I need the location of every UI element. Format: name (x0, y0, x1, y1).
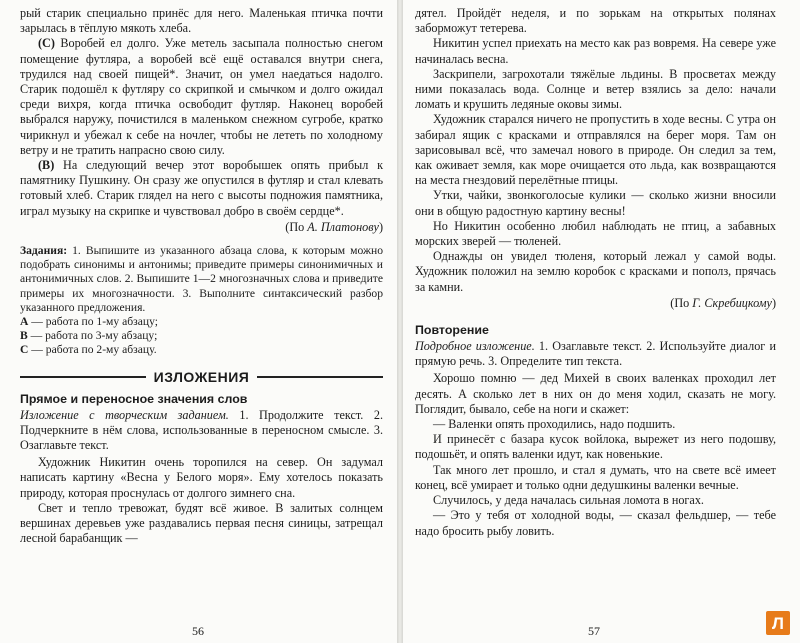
assignment-text: 1. Озаглавьте текст. 2. Используйте диалог и прямую речь. 3. Определите тип текста. (415, 339, 776, 369)
left-text (20, 6, 383, 219)
paragraph: — Это у тебя от холодной воды, — сказал фельдшер, — тебе надо бросить рыбу ловить. (415, 508, 776, 538)
paragraph: Никитин успел приехать на место как раз вовремя. На севере уже начиналась весна. (415, 36, 776, 66)
paragraph: И принесёт с базара кусок войлока, вырежет из него подошву, подошьёт, и опять валенки идут, как новенькие. (415, 432, 776, 462)
author-suffix: ) (771, 295, 776, 310)
paragraph (20, 6, 383, 36)
tasks-text: 1. Выпишите из указанного абзаца слова, к которым можно подобрать синонимы и антонимы; приведите примеры синонимичных и антонимичных слов. 2. Выпишите 1—2 многозначных слова и приведите примеры их многозначности. 3. Выполните синтаксический разбор указанного предложения. (20, 244, 383, 314)
story-text (415, 371, 776, 538)
tasks-block (20, 244, 383, 358)
author-attribution (415, 296, 776, 311)
task-key: В (20, 329, 28, 343)
paragraph: Свет и тепло тревожат, будят всё живое. В залитых солнцем вершинах деревьев уже раздавались первая песня синицы, затрещал лесной барабанщик — (20, 500, 383, 546)
assignment-type: Изложение с творческим заданием. (20, 407, 229, 422)
task-key: А (20, 315, 29, 329)
author-prefix: (По (670, 295, 693, 310)
paragraph: Случилось, у деда началась сильная ломота в ногах. (433, 493, 704, 508)
logo-letter: Л (772, 613, 784, 633)
paragraph-text: На следующий вечер этот воробышек опять прибыл к памятнику Пушкину. Он сразу же опустился в футляр и стал клевать готовый хлеб. Старик глядел на него с высоты подножия памятника, играл музыку на скрипке и чувствовал добро в своём сердце*. (20, 158, 383, 218)
story-text (20, 455, 383, 546)
author-name: Г. Скребицкому (692, 295, 772, 310)
paragraph: — Валенки опять проходились, надо подшить. (433, 417, 676, 432)
paragraph: Утки, чайки, звонкоголосые кулики — сколько жизни вносили они в общую радостную картину весны! (415, 188, 776, 218)
assignment-text: 1. Продолжите текст. 2. Подчеркните в нём слова, использованные в переносном смысле. 3. Озаглавьте текст. (20, 407, 384, 453)
tasks-intro (20, 244, 383, 315)
assignment (415, 339, 776, 369)
assignment (20, 408, 383, 454)
paragraph: Так много лет прошло, и стал я думать, что на свете всё имеет конец, всё умирает и только одни дедушкины валенки вечные. (415, 462, 776, 492)
paragraph (20, 158, 383, 219)
subsection-heading: Прямое и переносное значения слов (20, 391, 248, 406)
paragraph: Заскрипели, загрохотали тяжёлые льдины. В просветах между ними показалась вода. Солнце и ветер взялись за дело: начали ломать и крушить ледяные оковы зимы. (415, 66, 776, 112)
task-text: — работа по 2-му абзацу. (28, 343, 157, 357)
task-row (20, 329, 383, 343)
left-page (0, 0, 397, 643)
author-name: А. Платонову (307, 219, 379, 234)
task-text: — работа по 1-му абзацу; (28, 315, 158, 329)
right-page (403, 0, 800, 643)
assignment-type: Подробное изложение. (415, 339, 535, 354)
author-attribution (20, 220, 383, 235)
paragraph (20, 36, 383, 158)
paragraph: Хорошо помню — дед Михей в своих валенках проходил лет десять. А сколько лет в них он до меня ходил, сказать не могу. Поглядит, бывало, себе на ноги и скажет: (415, 371, 776, 416)
page-number: 56 (192, 624, 204, 638)
paragraph-text: рый старик специально принёс для него. Маленькая птичка почти зарылась в тёплую мякоть хлеба. (20, 6, 383, 36)
tasks-label: Задания: (20, 244, 68, 258)
section-title: ИЗЛОЖЕНИЯ (153, 368, 250, 385)
paragraph-marker: (С) (38, 36, 55, 51)
paragraph-marker: (В) (38, 158, 55, 173)
page-number: 57 (588, 624, 600, 638)
section-rule-left (20, 376, 146, 378)
paragraph: Художник старался ничего не пропустить в ходе весны. С утра он забирал ящик с красками и отправлялся на берег моря. Там он зарисовывал всё, что замечал нового в природе. Он следил за тем, как оживает земля, как море очищается ото льда, как возвращаются на места гнездовий перелётные птицы. (415, 112, 776, 188)
paragraph-text: Воробей ел долго. Уже метель засыпала полностью снегом помещение футляра, а воробей всё ещё оставался внутри снега, трудился над своей пищей*. Значит, он умел наедаться надолго. Старик подошёл к футляру со скрипкой и смычком и долго ожидал среди вихря, когда птичка освободит футляр. Наконец воробей выбрался наружу, почистился в маленьком снежном сугробе, кратко чирикнул и убежал к себе на ночлег, чтобы не лететь по холодному ветру и не тратить напрасно свою силу. (20, 36, 383, 157)
section-header (20, 369, 383, 385)
section-rule-right (257, 376, 383, 378)
right-text (415, 6, 776, 295)
task-row (20, 343, 383, 357)
task-row (20, 315, 383, 329)
task-key: С (20, 343, 29, 357)
author-prefix: (По (285, 219, 308, 234)
paragraph: дятел. Пройдёт неделя, и по зорькам на открытых полянах заборможут тетерева. (415, 6, 776, 36)
paragraph: Однажды он увидел тюленя, который лежал у самой воды. Художник положил на землю коробок с красками и пополз, прячась за камни. (415, 249, 776, 294)
publisher-logo-icon (766, 611, 790, 635)
task-text: — работа по 3-му абзацу; (27, 329, 158, 343)
paragraph: Но Никитин особенно любил наблюдать не птиц, а забавных морских зверей — тюленей. (415, 218, 776, 249)
paragraph: Художник Никитин очень торопился на север. Он задумал написать картину «Весна у Белого моря». Ему хотелось показать природу, которая проснулась от долгого зимнего сна. (20, 455, 383, 500)
author-suffix: ) (378, 219, 383, 234)
subsection-heading: Повторение (415, 323, 489, 338)
